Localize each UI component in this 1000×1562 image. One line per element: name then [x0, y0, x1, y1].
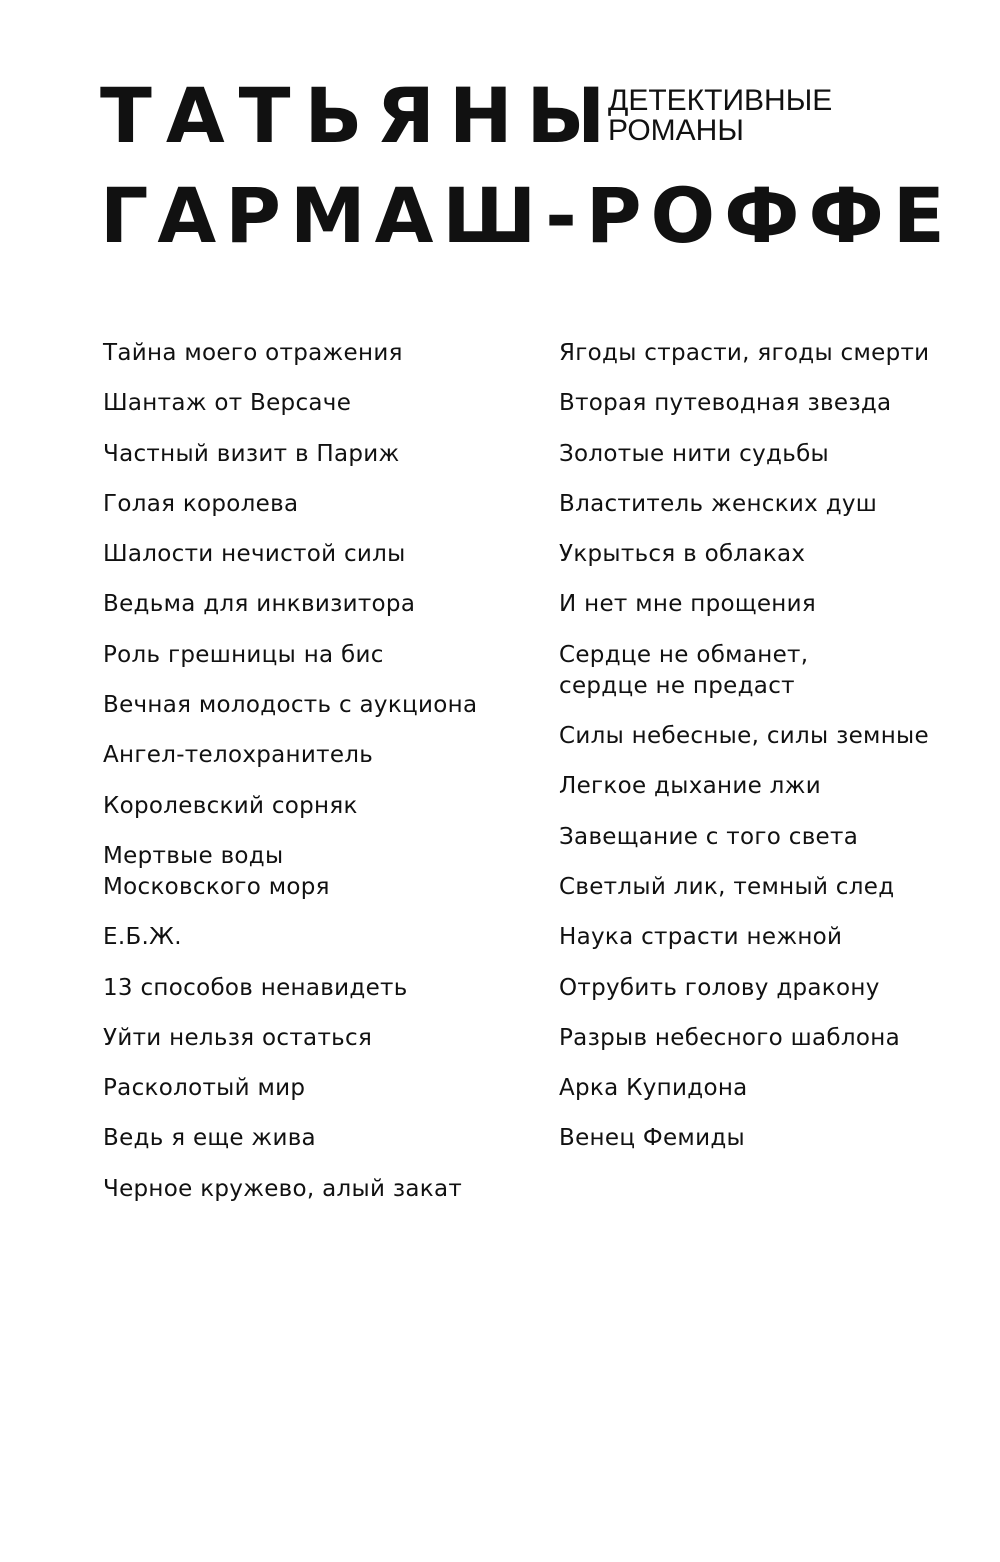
book-title: Голая королева	[103, 490, 299, 517]
book-title: Сердце не обманет, сердце не предаст	[559, 641, 809, 699]
book-title: Вторая путеводная звезда	[559, 390, 892, 417]
book-title: Уйти нельзя остаться	[103, 1024, 373, 1051]
book-title: Черное кружево, алый закат	[103, 1175, 463, 1202]
book-title: Вечная молодость с аукциона	[103, 692, 478, 719]
subtitle-line-1: ДЕТЕКТИВНЫЕ	[608, 84, 833, 117]
book-title: Роль грешницы на бис	[103, 641, 384, 668]
book-title: Силы небесные, силы земные	[559, 723, 929, 750]
book-title: Частный визит в Париж	[103, 440, 400, 467]
book-title: Властитель женских душ	[559, 490, 878, 517]
book-title: Шантаж от Версаче	[103, 390, 352, 417]
book-title: Светлый лик, темный след	[559, 873, 895, 900]
series-subtitle	[608, 86, 832, 146]
book-title: Тайна моего отражения	[103, 340, 403, 366]
book-title: Укрыться в облаках	[559, 541, 806, 568]
book-title: Наука страсти нежной	[559, 924, 843, 951]
book-title: Шалости нечистой силы	[103, 541, 406, 568]
subtitle-line-2: РОМАНЫ	[608, 114, 744, 147]
book-title: Завещание с того света	[559, 823, 859, 850]
author-first-name: ТАТЬЯНЫ	[100, 71, 620, 160]
book-title: Королевский сорняк	[103, 792, 358, 819]
book-title: Расколотый мир	[103, 1075, 306, 1102]
book-title: Ягоды страсти, ягоды смерти	[559, 340, 930, 366]
book-title: Ведьма для инквизитора	[103, 591, 416, 618]
book-list-left	[103, 338, 533, 1224]
book-title: Арка Купидона	[559, 1075, 748, 1102]
book-list-right	[559, 338, 959, 1174]
book-title: Золотые нити судьбы	[559, 440, 830, 467]
book-title: Разрыв небесного шаблона	[559, 1024, 900, 1051]
book-title: Легкое дыхание лжи	[559, 773, 821, 800]
book-title: Венец Фемиды	[559, 1125, 745, 1152]
book-title: Отрубить голову дракону	[559, 974, 880, 1001]
book-title: Мертвые воды Московского моря	[103, 842, 330, 900]
author-last-name: ГАРМАШ-РОФФЕ	[100, 171, 954, 260]
book-title: И нет мне прощения	[559, 591, 817, 618]
book-title: Ведь я еще жива	[103, 1125, 316, 1152]
book-title: Е.Б.Ж.	[103, 924, 182, 951]
book-title: Ангел-телохранитель	[103, 742, 374, 769]
book-title: 13 способов ненавидеть	[103, 974, 408, 1001]
